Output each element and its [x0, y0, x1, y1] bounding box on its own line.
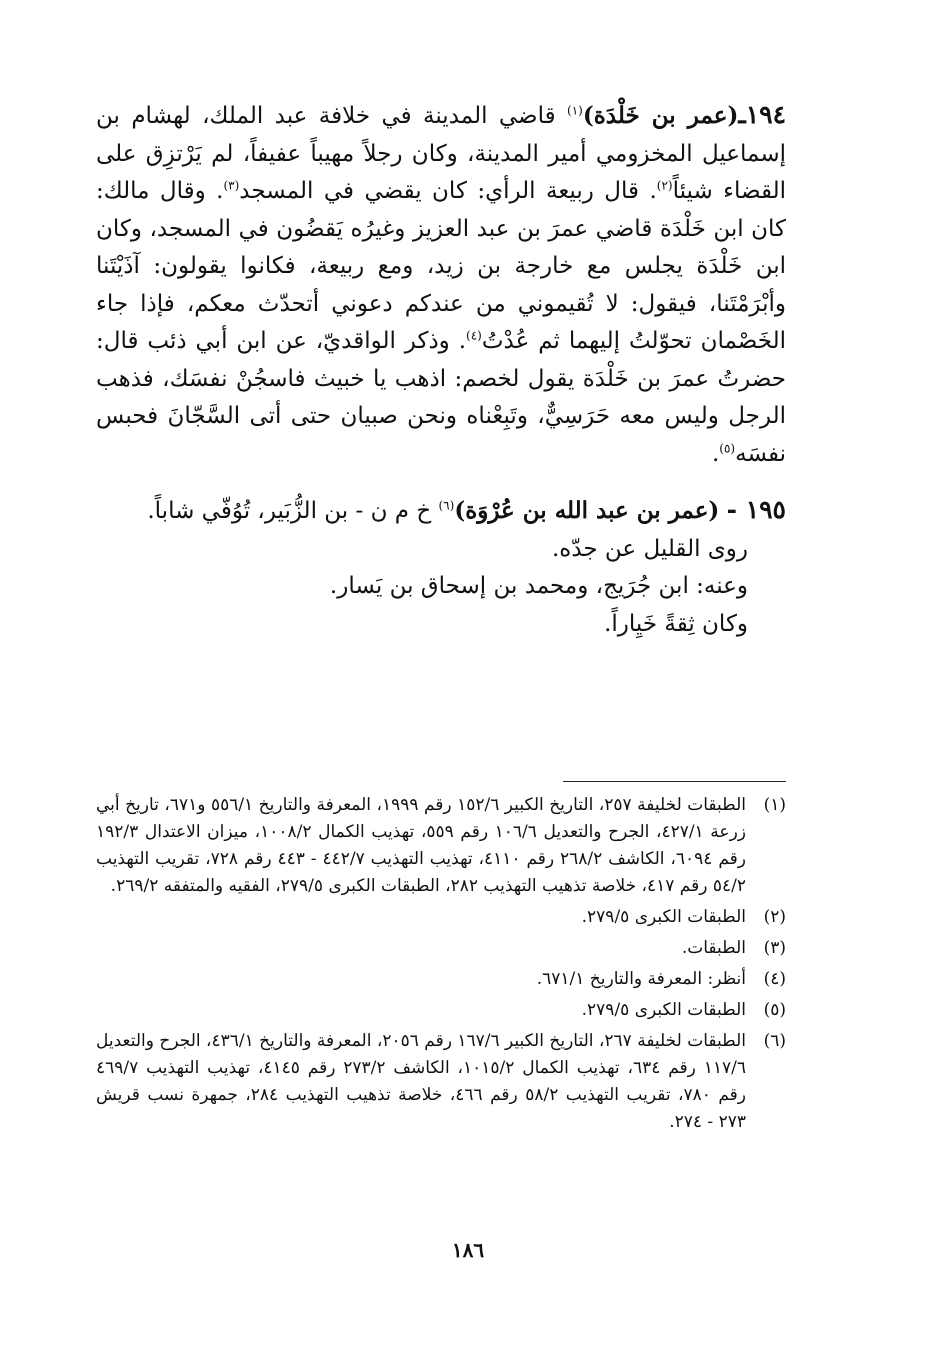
entry-text: . وذكر الواقديّ، عن ابن أبي ذئب قال: حضرتُ عمرَ بن خَلْدَة يقول لخصم: اذهب يا خبيث فاسجُنْ نفسَك، فذهب الرجل وليس معه حَرَسِيٌّ، وتَبِعْناه ونحن صبيان حتى أتى السَّجّانَ فحبس نفسَه — [96, 328, 786, 467]
entry-heading: (عمر بن عبد الله بن عُرْوَة) — [454, 497, 720, 524]
footnote — [96, 997, 786, 1024]
page-number: ١٨٦ — [451, 1238, 485, 1262]
footnote-ref: (١) — [567, 103, 583, 118]
footnote-text: الطبقات الكبرى ٢٧٩/٥. — [581, 907, 746, 927]
entry-text: . قال ربيعة الرأي: كان يقضي في المسجد — [239, 178, 657, 204]
entry-number: ١٩٥ - — [726, 495, 786, 524]
footnote-ref: (٦) — [438, 498, 455, 513]
footnote-text: الطبقات لخليفة ٢٥٧، التاريخ الكبير ١٥٢/٦ رقم ١٩٩٩، المعرفة والتاريخ ٥٥٦/١ و٦٧١، تاريخ أبي زرعة ٤٢٧/١، الجرح والتعديل ١٠٦/٦ رقم ٥٥٩، تهذيب الكمال ١٠٠٨/٢، ميزان الاعتدال ١٩٢/٣ رقم ٦٠٩٤، الكاشف ٢٦٨/٢ رقم ٤١١٠، تهذيب التهذيب ٤٤٢/٧ - ٤٤٣ رقم ٧٢٨، تقريب التهذيب ٥٤/٢ رقم ٤١٧، خلاصة تذهيب التهذيب ٢٨٢، الطبقات الكبرى ٢٧٩/٥، الفقيه والمتفقه ٢٦٩/٢. — [96, 795, 746, 896]
entry-text: قاضي المدينة في خلافة عبد الملك، لهشام بن إسماعيل المخزومي أمير المدينة، وكان رجلاً مهيباً عفيفاً، لم يَرْتزِق على القضاء شيئاً — [96, 103, 786, 204]
entry-line: روى القليل عن جدّه. — [551, 535, 748, 562]
entry-text: . — [711, 440, 720, 467]
footnote-label: (٢) — [763, 907, 786, 927]
biography-entry-194 — [96, 96, 786, 473]
entry-number: ١٩٤ـ — [738, 100, 787, 129]
footnote — [96, 966, 786, 993]
footnote-separator — [563, 781, 786, 782]
footnotes — [96, 792, 786, 1136]
footnote-ref: (٢) — [656, 178, 673, 193]
footnote-text: الطبقات الكبرى ٢٧٩/٥. — [581, 1000, 746, 1020]
entry-heading: (عمر بن خَلْدَة) — [582, 102, 739, 129]
footnote-ref: (٤) — [466, 328, 482, 343]
main-text — [96, 96, 786, 643]
footnote-label: (٥) — [763, 1000, 786, 1020]
entry-text: خ م ن - بن الزُّبَير، تُوُفّي شاباً. — [147, 498, 439, 524]
footnote-label: (٤) — [763, 969, 786, 989]
footnote-text: أنظر: المعرفة والتاريخ ٦٧١/١. — [536, 969, 746, 989]
footnote-ref: (٣) — [223, 178, 240, 193]
footnote-text: الطبقات لخليفة ٢٦٧، التاريخ الكبير ١٦٧/٦ رقم ٢٠٥٦، المعرفة والتاريخ ٤٣٦/١، الجرح والتعديل ١١٧/٦ رقم ٦٣٤، تهذيب الكمال ١٠١٥/٢، الكاشف ٢٧٣/٢ رقم ٤١٤٥، تهذيب التهذيب ٤٦٩/٧ رقم ٧٨٠، تقريب التهذيب ٥٨/٢ رقم ٤٦٦، خلاصة تذهيب التهذيب ٢٨٤، جمهرة نسب قريش ٢٧٣ - ٢٧٤. — [96, 1031, 746, 1132]
footnote — [96, 792, 786, 900]
footnote — [96, 935, 786, 962]
footnote-label: (١) — [763, 795, 786, 815]
footnote-label: (٦) — [763, 1031, 786, 1051]
entry-title-line — [96, 491, 786, 531]
entry-line: وكان ثِقةً خَيِاراً. — [604, 610, 748, 637]
footnote-label: (٣) — [763, 938, 786, 958]
footnote-text: الطبقات. — [681, 938, 746, 958]
footnote — [96, 904, 786, 931]
entry-line: وعنه: ابن جُرَيج، ومحمد بن إسحاق بن يَسار. — [329, 573, 748, 599]
entry-paragraph — [96, 96, 786, 473]
footnote-ref: (٥) — [719, 440, 736, 455]
entry-text: . وقال مالك: كان ابن خَلْدَة قاضي عمرَ بن عبد العزيز وغيرُه يَقضُون في المسجد، وكان ابن خَلْدَة يجلس مع خارجة بن زيد، ومع ربيعة، فكانوا يقولون: آذَيْتَنا وأبْرَمْتَنا، فيقول: لا تُقيموني من عندكم دعوني أتحدّث معكم، فإذا جاء الخَصْمان تحوّلتُ إليهما ثم عُدْتُ — [96, 178, 786, 354]
biography-entry-195 — [96, 491, 786, 643]
footnote — [96, 1028, 786, 1136]
